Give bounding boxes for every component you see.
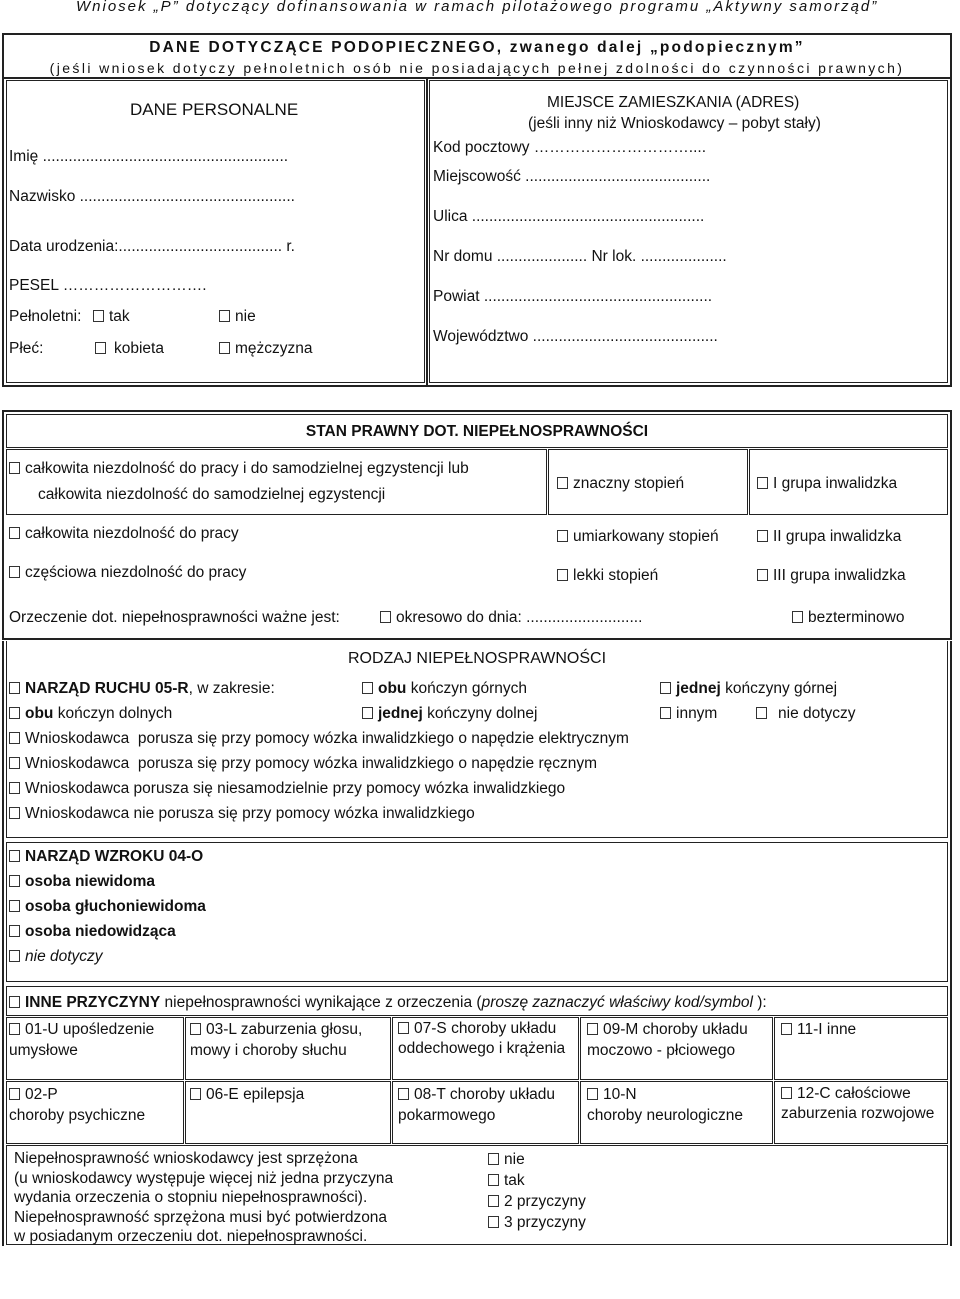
coupled-2-option[interactable]: 2 przyczyny: [488, 1193, 586, 1211]
checkbox-icon[interactable]: [9, 875, 20, 887]
degree-significant-option[interactable]: znaczny stopień: [557, 475, 684, 493]
checkbox-icon[interactable]: [488, 1195, 499, 1207]
checkbox-icon[interactable]: [488, 1174, 499, 1186]
checkbox-icon[interactable]: [9, 757, 20, 769]
coupled-text-1: Niepełnosprawność wnioskodawcy jest sprzężona: [14, 1150, 358, 1167]
disability-kind-title: RODZAJ NIEPEŁNOSPRAWNOŚCI: [347, 650, 607, 667]
checkbox-icon[interactable]: [9, 925, 20, 937]
degree-moderate-option[interactable]: umiarkowany stopień: [557, 528, 719, 546]
upper-both-option[interactable]: obu kończyn górnych: [362, 680, 527, 698]
first-name-field[interactable]: Imię .........................................................: [9, 148, 289, 165]
checkbox-icon[interactable]: [9, 1088, 20, 1100]
checkbox-icon[interactable]: [9, 900, 20, 912]
sex-label: Płeć:: [9, 340, 44, 357]
checkbox-icon[interactable]: [9, 566, 20, 578]
checkbox-icon[interactable]: [190, 1088, 201, 1100]
checkbox-icon[interactable]: [9, 782, 20, 794]
vision-low-option[interactable]: osoba niedowidząca: [9, 923, 176, 941]
code-12-option[interactable]: 12-C całościowe zaburzenia rozwojowe: [781, 1085, 935, 1122]
checkbox-icon[interactable]: [557, 569, 568, 581]
group-2-option[interactable]: II grupa inwalidzka: [757, 528, 901, 546]
pesel-field[interactable]: PESEL ……………………….: [9, 277, 207, 294]
code-11-option[interactable]: 11-I inne: [781, 1019, 945, 1040]
group-3-option[interactable]: III grupa inwalidzka: [757, 567, 906, 585]
checkbox-icon[interactable]: [757, 477, 768, 489]
vision-na-option[interactable]: nie dotyczy: [9, 948, 103, 966]
personal-data-title: DANE PERSONALNE: [130, 100, 299, 119]
checkbox-icon[interactable]: [9, 527, 20, 539]
adult-label: Pełnoletni:: [9, 308, 82, 325]
coupled-yes-option[interactable]: tak: [488, 1172, 525, 1190]
no-wheelchair-option[interactable]: Wnioskodawca nie porusza się przy pomocy wózka inwalidzkiego: [9, 805, 475, 823]
checkbox-icon[interactable]: [9, 732, 20, 744]
checkbox-icon[interactable]: [660, 707, 671, 719]
legal-row2-option[interactable]: całkowita niezdolność do pracy: [9, 525, 239, 543]
code-08-option[interactable]: 08-T choroby układu pokarmowego: [398, 1086, 556, 1124]
vision-deafblind-option[interactable]: osoba głuchoniewidoma: [9, 898, 206, 916]
coupled-text-2: (u wnioskodawcy występuje więcej niż jedna przyczyna: [14, 1170, 394, 1187]
lower-both-option[interactable]: obu kończyn dolnych: [9, 705, 172, 723]
checkbox-icon[interactable]: [781, 1023, 792, 1035]
coupled-no-option[interactable]: nie: [488, 1151, 525, 1169]
checkbox-icon[interactable]: [757, 530, 768, 542]
voivodeship-field[interactable]: Województwo ...........................................: [433, 328, 718, 345]
checkbox-icon[interactable]: [9, 996, 20, 1008]
checkbox-icon[interactable]: [9, 807, 20, 819]
checkbox-icon[interactable]: [219, 310, 230, 322]
street-field[interactable]: Ulica ......................................................: [433, 208, 705, 225]
checkbox-icon[interactable]: [488, 1216, 499, 1228]
adult-no-option[interactable]: nie: [219, 308, 256, 326]
checkbox-icon[interactable]: [95, 342, 106, 354]
checkbox-icon[interactable]: [190, 1023, 201, 1035]
legal-row1-line2: całkowita niezdolność do samodzielnej egzystencji: [38, 486, 386, 503]
coupled-text-4: Niepełnosprawność sprzężona musi być potwierdzona: [14, 1209, 388, 1226]
coupled-3-option[interactable]: 3 przyczyny: [488, 1214, 586, 1232]
city-field[interactable]: Miejscowość ...........................................: [433, 168, 711, 185]
checkbox-icon[interactable]: [557, 530, 568, 542]
checkbox-icon[interactable]: [93, 310, 104, 322]
checkbox-icon[interactable]: [660, 682, 671, 694]
address-subtitle: (jeśli inny niż Wnioskodawcy – pobyt stały): [528, 115, 821, 132]
code-02-option[interactable]: 02-P choroby psychiczne: [9, 1086, 146, 1124]
code-03-option[interactable]: 03-L zaburzenia głosu, mowy i choroby słuchu: [190, 1021, 363, 1059]
coupled-text-3: wydania orzeczenia o stopniu niepełnosprawności).: [14, 1189, 368, 1206]
birth-date-field[interactable]: Data urodzenia:...................................... r.: [9, 238, 295, 255]
checkbox-icon[interactable]: [757, 569, 768, 581]
coupled-text-5: w posiadanym orzeczeniu dot. niepełnosprawności.: [14, 1228, 368, 1245]
legal-row1-option[interactable]: całkowita niezdolność do pracy i do samodzielnej egzystencji lub: [9, 460, 469, 478]
wheelchair-manual-option[interactable]: Wnioskodawca porusza się przy pomocy wózka inwalidzkiego o napędzie ręcznym: [9, 755, 597, 773]
checkbox-icon[interactable]: [557, 477, 568, 489]
sex-male-option[interactable]: mężczyzna: [219, 340, 313, 358]
checkbox-icon[interactable]: [587, 1023, 598, 1035]
checkbox-icon[interactable]: [9, 1023, 20, 1035]
wheelchair-assisted-option[interactable]: Wnioskodawca porusza się niesamodzielnie przy pomocy wózka inwalidzkiego: [9, 780, 565, 798]
vision-blind-option[interactable]: osoba niewidoma: [9, 873, 155, 891]
code-09-option[interactable]: 09-M choroby układu moczowo - płciowego: [587, 1021, 748, 1059]
checkbox-icon[interactable]: [398, 1022, 409, 1034]
sex-female-option[interactable]: kobieta: [95, 340, 164, 358]
validity-label: Orzeczenie dot. niepełnosprawności ważne jest:: [9, 609, 340, 626]
county-field[interactable]: Powiat .....................................................: [433, 288, 713, 305]
lower-one-option[interactable]: jednej kończyny dolnej: [362, 705, 537, 723]
postal-code-field[interactable]: Kod pocztowy …………………………....: [433, 139, 707, 156]
checkbox-icon[interactable]: [756, 707, 767, 719]
group-1-option[interactable]: I grupa inwalidzka: [757, 475, 897, 493]
wheelchair-electric-option[interactable]: Wnioskodawca porusza się przy pomocy wózka inwalidzkiego o napędzie elektrycznym: [9, 730, 629, 748]
code-01-option[interactable]: 01-U upośledzenie umysłowe: [9, 1021, 155, 1059]
legal-status-title: STAN PRAWNY DOT. NIEPEŁNOSPRAWNOŚCI: [305, 423, 649, 440]
checkbox-icon[interactable]: [488, 1153, 499, 1165]
checkbox-icon[interactable]: [781, 1087, 792, 1099]
other-causes-option[interactable]: INNE PRZYCZYNY niepełnosprawności wynikające z orzeczenia (proszę zaznaczyć właściwy kod/symbol ):: [9, 994, 767, 1012]
checkbox-icon[interactable]: [792, 611, 803, 623]
degree-light-option[interactable]: lekki stopień: [557, 567, 658, 585]
checkbox-icon[interactable]: [9, 707, 20, 719]
legal-row3-option[interactable]: częściowa niezdolność do pracy: [9, 564, 246, 582]
validity-periodic-option[interactable]: okresowo do dnia: ...........................: [380, 609, 642, 627]
checkbox-icon[interactable]: [9, 682, 20, 694]
checkbox-icon[interactable]: [9, 950, 20, 962]
motor-na-option[interactable]: nie dotyczy: [756, 705, 856, 723]
upper-one-option[interactable]: jednej kończyny górnej: [660, 680, 837, 698]
section-subtitle: (jeśli wniosek dotyczy pełnoletnich osób nie posiadających pełnej zdolności do czynności prawnych): [49, 60, 905, 76]
code-06-option[interactable]: 06-E epilepsja: [190, 1084, 388, 1105]
house-number-field[interactable]: Nr domu ..................... Nr lok. ....................: [433, 248, 727, 265]
checkbox-icon[interactable]: [219, 342, 230, 354]
checkbox-icon[interactable]: [398, 1088, 409, 1100]
checkbox-icon[interactable]: [362, 707, 373, 719]
section-title: DANE DOTYCZĄCE PODOPIECZNEGO, zwanego dalej „podopiecznym”: [149, 39, 805, 56]
last-name-field[interactable]: Nazwisko ..................................................: [9, 188, 295, 205]
checkbox-icon[interactable]: [9, 850, 20, 862]
other-limb-option[interactable]: innym: [660, 705, 717, 723]
code-07-option[interactable]: 07-S choroby układu oddechowego i krążenia: [398, 1020, 566, 1057]
checkbox-icon[interactable]: [9, 462, 20, 474]
adult-yes-option[interactable]: tak: [93, 308, 130, 326]
address-title: MIEJSCE ZAMIESZKANIA (ADRES): [547, 94, 800, 111]
checkbox-icon[interactable]: [362, 682, 373, 694]
code-10-option[interactable]: 10-N choroby neurologiczne: [587, 1086, 743, 1124]
validity-indefinite-option[interactable]: bezterminowo: [792, 609, 905, 627]
vision-organ-option[interactable]: NARZĄD WZROKU 04-O: [9, 848, 203, 866]
checkbox-icon[interactable]: [380, 611, 391, 623]
document-header: Wniosek „P” dotyczący dofinansowania w ramach pilotażowego programu „Aktywny samorząd”: [76, 0, 879, 15]
checkbox-icon[interactable]: [587, 1088, 598, 1100]
motor-organ-option[interactable]: NARZĄD RUCHU 05-R, w zakresie:: [9, 680, 275, 698]
